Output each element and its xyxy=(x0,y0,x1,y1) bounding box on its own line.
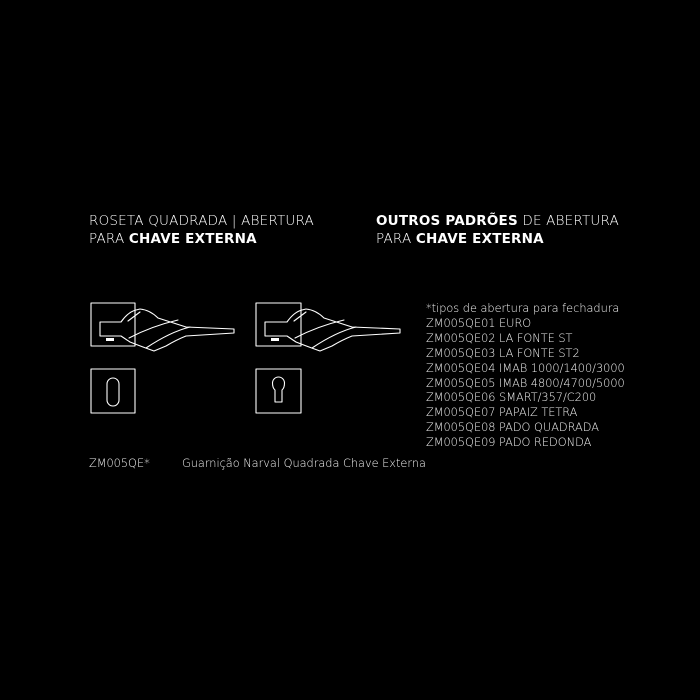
opening-types-list xyxy=(426,302,625,451)
list-item: ZM005QE08 PADO QUADRADA xyxy=(426,421,599,435)
opening-types-note: *tipos de abertura para fechadura xyxy=(426,302,620,315)
escutcheon-rosette-right xyxy=(256,369,301,413)
lever-screw-left xyxy=(106,338,114,341)
heading-other-line1-suffix: DE ABERTURA xyxy=(517,213,619,229)
list-item: ZM005QE03 LA FONTE ST2 xyxy=(426,346,580,360)
heading-standard-line2-prefix: PARA xyxy=(89,231,129,247)
lever-handle-drawing-right xyxy=(256,303,400,413)
list-item: ZM005QE02 LA FONTE ST xyxy=(426,331,573,345)
lever-twist-lines-right xyxy=(294,312,356,348)
heading-other-line2-bold: CHAVE EXTERNA xyxy=(415,231,544,247)
lever-handle-drawing-left xyxy=(91,303,234,413)
list-item: ZM005QE06 SMART/357/C200 xyxy=(426,391,597,405)
lever-body-left xyxy=(100,309,234,351)
heading-other-line2-prefix: PARA xyxy=(376,231,416,247)
heading-other-line1-bold: OUTROS PADRÕES xyxy=(376,213,518,229)
euro-cylinder-keyhole-icon xyxy=(273,377,285,402)
list-item: ZM005QE05 IMAB 4800/4700/5000 xyxy=(426,376,625,390)
product-code: ZM005QE* xyxy=(89,457,150,470)
lever-screw-right xyxy=(271,338,279,341)
list-item: ZM005QE07 PAPAIZ TETRA xyxy=(426,406,578,420)
heading-standard-line2-bold: CHAVE EXTERNA xyxy=(128,231,257,247)
list-item: ZM005QE09 PADO REDONDA xyxy=(426,436,592,450)
keyhole-oval-icon xyxy=(107,378,119,406)
list-item: ZM005QE01 EURO xyxy=(426,316,532,330)
heading-standard-line1: ROSETA QUADRADA | ABERTURA xyxy=(89,213,314,229)
list-item: ZM005QE04 IMAB 1000/1400/3000 xyxy=(426,361,625,375)
lever-twist-lines-left xyxy=(128,312,190,348)
lever-body-right xyxy=(265,309,400,351)
product-description: Guarnição Narval Quadrada Chave Externa xyxy=(182,457,426,470)
